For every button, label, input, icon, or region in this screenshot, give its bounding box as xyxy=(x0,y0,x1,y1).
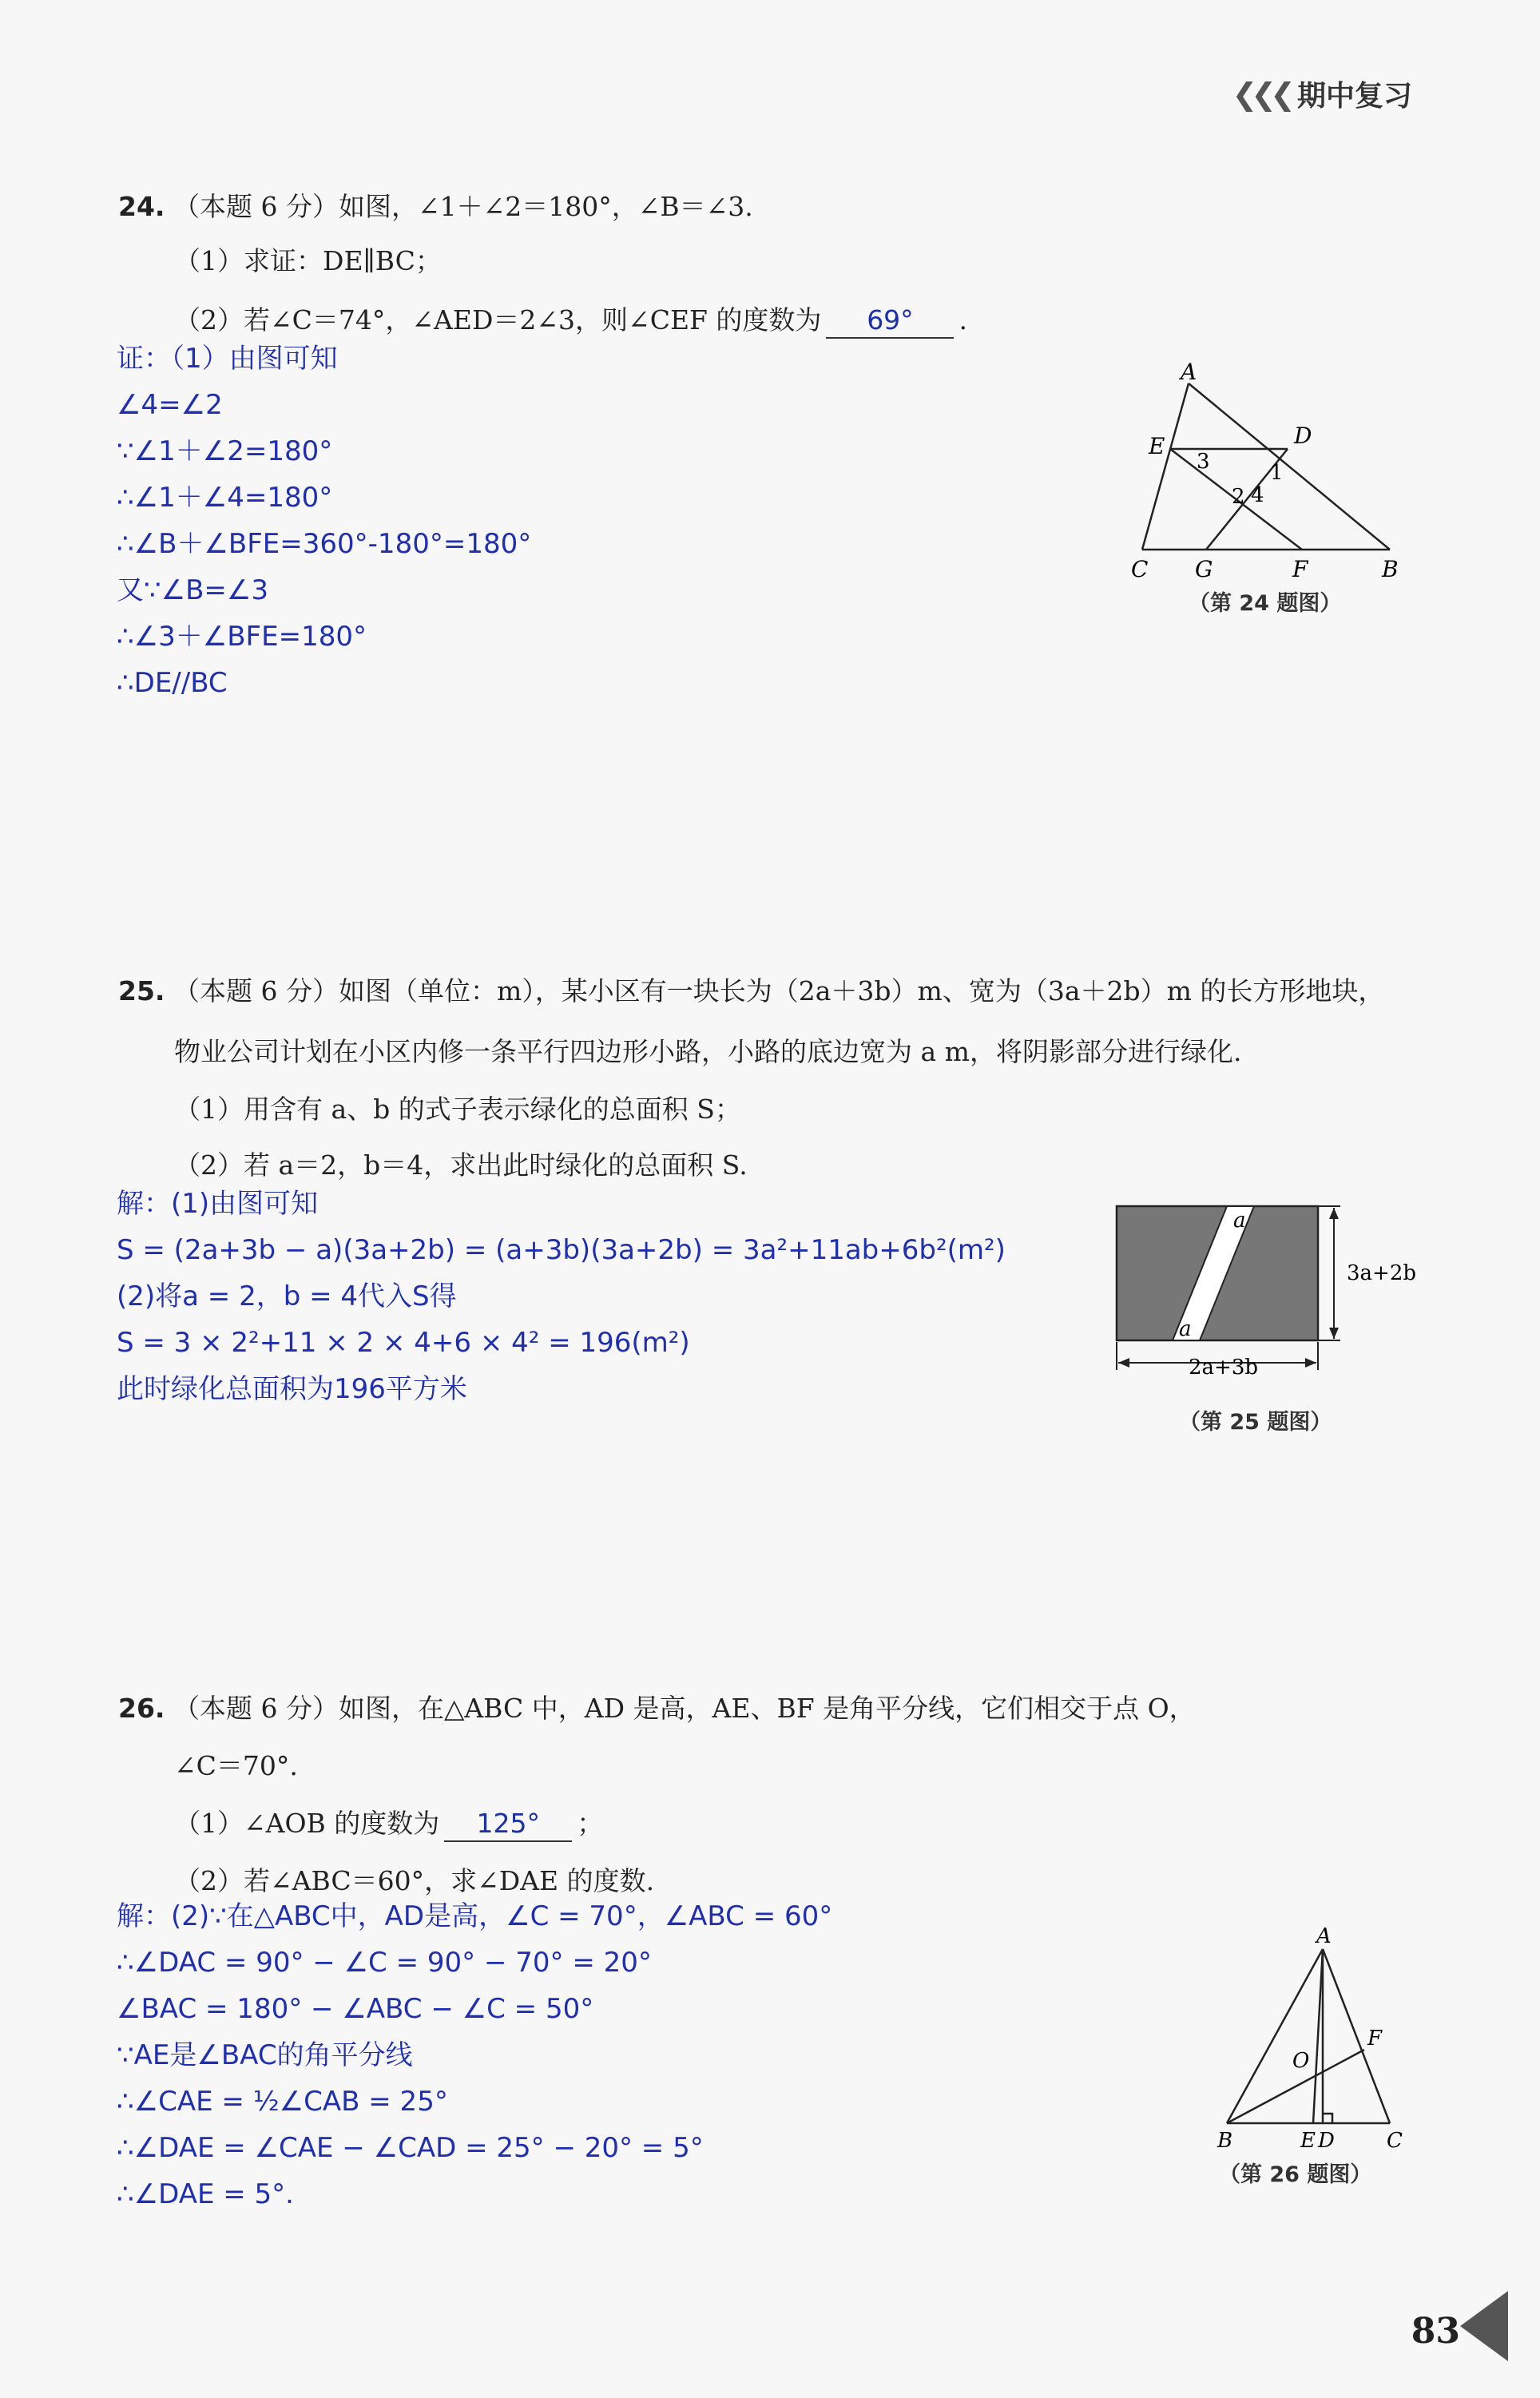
q26-part2: （2）若∠ABC＝60°，求∠DAE 的度数. xyxy=(174,1865,655,1896)
q24-solution-line: ∵∠1＋∠2=180° xyxy=(117,435,333,467)
fig25-bottom-dim: 2a+3b xyxy=(1189,1356,1259,1380)
q24-points: （本题 6 分） xyxy=(173,191,339,222)
fig24-label-d: D xyxy=(1294,423,1312,449)
q26-stem-line2: ∠C＝70°. xyxy=(174,1750,298,1781)
fig24-label-4: 4 xyxy=(1251,483,1264,507)
q26-stem xyxy=(118,1692,1196,1725)
q26-answer: 125° xyxy=(444,1807,572,1842)
q26-solution-line: ∵AE是∠BAC的角平分线 xyxy=(117,2039,413,2071)
q25-part2: （2）若 a＝2，b＝4，求出此时绿化的总面积 S. xyxy=(174,1149,748,1181)
fig24-label-c: C xyxy=(1131,556,1149,582)
q25-solution-line: S = (2a+3b − a)(3a+2b) = (a+3b)(3a+2b) = 3a²+11ab+6b²(m²) xyxy=(117,1234,1006,1266)
fig24-label-f: F xyxy=(1292,556,1308,582)
q25-part1: （1）用含有 a、b 的式子表示绿化的总面积 S； xyxy=(174,1094,741,1125)
q24-solution-line: 证：（1）由图可知 xyxy=(117,343,338,375)
q26-solution-line: ∴∠DAE = ∠CAE − ∠CAD = 25° − 20° = 5° xyxy=(117,2132,704,2164)
q24-part2 xyxy=(174,304,967,339)
fig25-top-label: a xyxy=(1233,1209,1246,1233)
q24-solution-line: ∴∠B＋∠BFE=360°-180°=180° xyxy=(117,528,532,560)
q25-stem xyxy=(118,975,1384,1008)
q25-solution-line: 此时绿化总面积为196平方米 xyxy=(117,1373,467,1405)
q26-solution xyxy=(117,1893,832,2217)
q24-figure-caption: （第 24 题图） xyxy=(1189,591,1342,616)
q25-solution-line: S = 3 × 2²+11 × 2 × 4+6 × 4² = 196(m²) xyxy=(117,1327,690,1359)
q24-solution-line: ∴DE//BC xyxy=(117,667,228,699)
q24-solution-line: ∴∠3＋∠BFE=180° xyxy=(117,621,367,653)
q26-solution-line: ∴∠DAC = 90° − ∠C = 90° − 70° = 20° xyxy=(117,1947,652,1979)
q24-stem-text: 如图，∠1＋∠2＝180°，∠B＝∠3. xyxy=(338,191,753,222)
q26-number: 26. xyxy=(118,1693,165,1724)
q24-part2-prefix: （2）若∠C＝74°，∠AED＝2∠3，则∠CEF 的度数为 xyxy=(174,304,822,335)
fig24-label-g: G xyxy=(1195,556,1213,582)
q24-solution-line: 又∵∠B=∠3 xyxy=(117,574,269,606)
q25-stem-line2: 物业公司计划在小区内修一条平行四边形小路，小路的底边宽为 a m，将阴影部分进行绿化. xyxy=(174,1036,1242,1067)
q24-solution-line: ∠4=∠2 xyxy=(117,389,223,421)
q24-answer: 69° xyxy=(826,304,954,339)
q24-part1: （1）求证：DE∥BC； xyxy=(174,245,442,276)
fig26-label-d: D xyxy=(1318,2129,1335,2149)
q24-solution xyxy=(117,335,531,706)
q26-part1-suffix: ； xyxy=(577,1808,604,1839)
section-title: 期中复习 xyxy=(1296,80,1412,113)
triple-chevron-left-icon: ❮❮❮ xyxy=(1232,76,1289,112)
q25-solution-line: 解：(1)由图可知 xyxy=(117,1188,319,1220)
fig24-label-1: 1 xyxy=(1270,461,1284,485)
q26-solution-line: ∴∠CAE = ½∠CAB = 25° xyxy=(117,2086,448,2118)
fig24-label-b: B xyxy=(1382,556,1399,582)
q26-solution-line: 解：(2)∵在△ABC中，AD是高，∠C = 70°，∠ABC = 60° xyxy=(117,1900,833,1932)
q25-stem-line1: 如图（单位：m），某小区有一块长为（2a＋3b）m、宽为（3a＋2b）m 的长方形地块， xyxy=(338,975,1385,1006)
fig26-label-b: B xyxy=(1217,2129,1233,2149)
q25-solution-line: (2)将a = 2，b = 4代入S得 xyxy=(117,1280,457,1312)
q26-solution-line: ∴∠DAE = 5°. xyxy=(117,2178,294,2210)
q26-part1 xyxy=(174,1807,603,1842)
page-number: 83 xyxy=(1411,2311,1460,2352)
fig26-label-o: O xyxy=(1292,2049,1310,2073)
page-triangle-icon xyxy=(1460,2291,1508,2361)
q24-number: 24. xyxy=(118,191,165,222)
q26-stem-line1: 如图，在△ABC 中，AD 是高，AE、BF 是角平分线，它们相交于点 O， xyxy=(338,1693,1196,1724)
q26-part1-prefix: （1）∠AOB 的度数为 xyxy=(174,1808,440,1839)
fig26-label-a: A xyxy=(1316,1924,1332,1948)
fig24-label-3: 3 xyxy=(1197,450,1210,474)
fig25-bottom-label: a xyxy=(1179,1317,1192,1341)
fig24-label-2: 2 xyxy=(1232,485,1245,509)
section-header xyxy=(1232,73,1412,114)
q25-number: 25. xyxy=(118,975,165,1006)
q26-figure xyxy=(1205,1917,1428,2149)
q24-figure xyxy=(1118,359,1422,583)
q24-solution-line: ∴∠1＋∠4=180° xyxy=(117,482,333,514)
q25-solution xyxy=(117,1181,1006,1412)
q25-points: （本题 6 分） xyxy=(173,975,339,1006)
fig25-right-dim: 3a+2b xyxy=(1347,1261,1417,1285)
fig26-label-e: E xyxy=(1300,2129,1316,2149)
q24-part2-suffix: . xyxy=(959,304,967,335)
fig24-label-e: E xyxy=(1149,433,1165,459)
q26-points: （本题 6 分） xyxy=(173,1693,339,1724)
q25-figure-caption: （第 25 题图） xyxy=(1179,1410,1332,1435)
q26-solution-line: ∠BAC = 180° − ∠ABC − ∠C = 50° xyxy=(117,1993,594,2025)
q26-figure-caption: （第 26 题图） xyxy=(1219,2162,1372,2187)
fig26-label-c: C xyxy=(1387,2129,1403,2149)
q24-stem xyxy=(118,190,753,224)
fig26-label-f: F xyxy=(1367,2027,1383,2051)
q25-figure xyxy=(1109,1198,1428,1390)
fig24-label-a: A xyxy=(1181,359,1197,385)
